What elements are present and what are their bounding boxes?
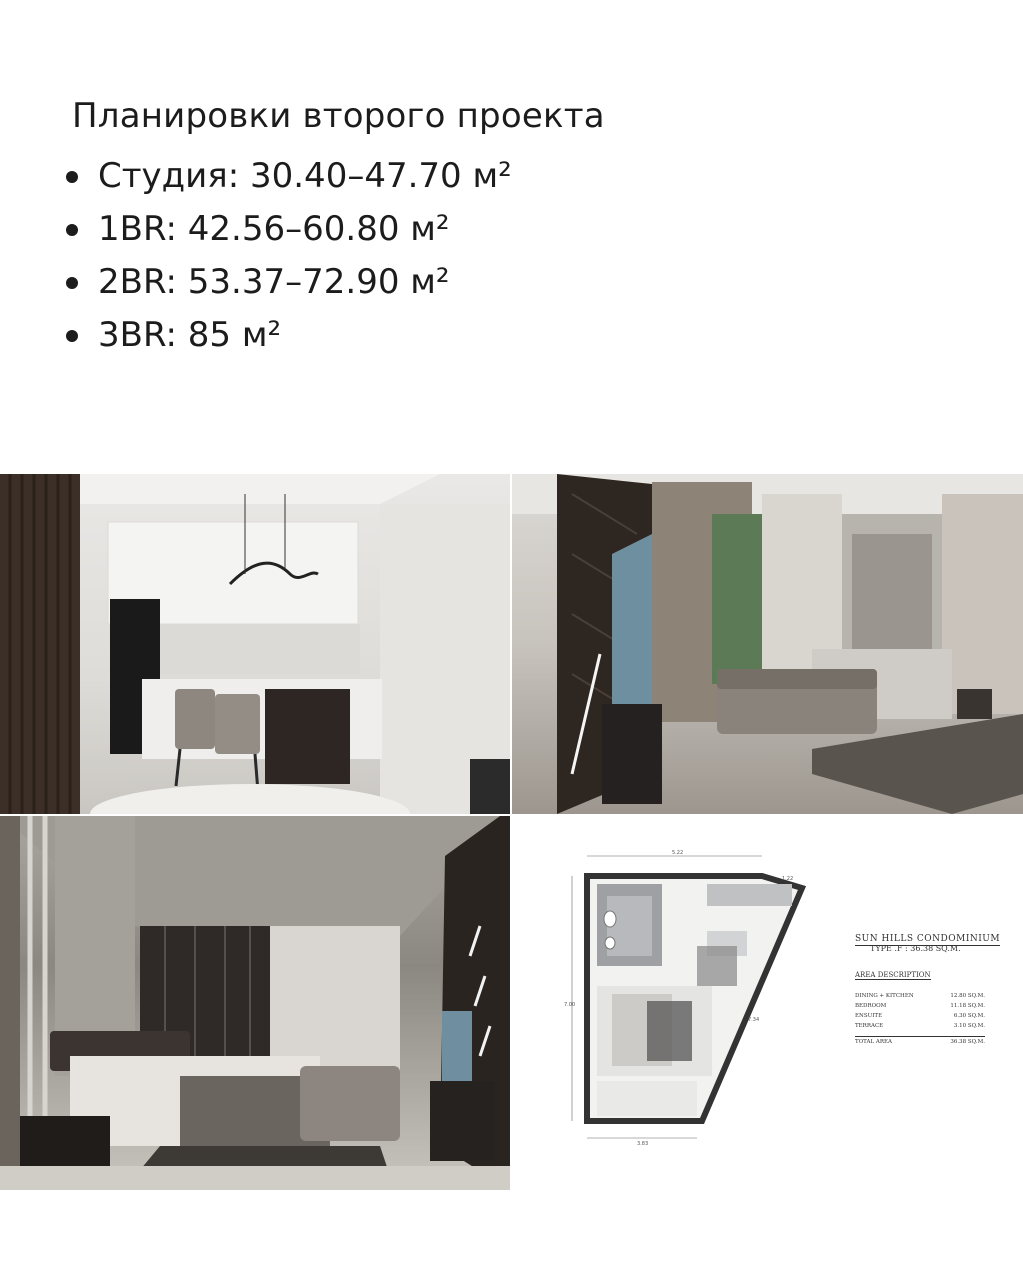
bullet-icon bbox=[66, 171, 78, 183]
list-item: 2BR: 53.37–72.90 м² bbox=[66, 256, 512, 309]
dim-top-label: 5.22 bbox=[672, 850, 684, 856]
list-item: Студия: 30.40–47.70 м² bbox=[66, 150, 512, 203]
area-row: BEDROOM 11.18 SQ.M. bbox=[855, 1003, 985, 1009]
dim-left-label: 7.00 bbox=[564, 1002, 576, 1008]
list-item: 3BR: 85 м² bbox=[66, 309, 512, 362]
bullet-icon bbox=[66, 224, 78, 236]
dim-diag-label: 7.34 bbox=[748, 1017, 760, 1023]
floorplan-type: TYPE .F : 36.38 SQ.M. bbox=[870, 944, 961, 953]
kitchen-render-image bbox=[0, 474, 510, 814]
dim-bottom-label: 3.83 bbox=[637, 1141, 649, 1147]
area-row: TERRACE 3.10 SQ.M. bbox=[855, 1023, 985, 1029]
list-item: 1BR: 42.56–60.80 м² bbox=[66, 203, 512, 256]
bedroom-wardrobe-render-image bbox=[0, 816, 510, 1190]
floorplan-title: SUN HILLS CONDOMINIUM bbox=[855, 934, 1001, 944]
page-title: Планировки второго проекта bbox=[72, 96, 605, 136]
area-total-row: TOTAL AREA 36.38 SQ.M. bbox=[855, 1036, 985, 1045]
bedroom-sofa-render-image bbox=[512, 474, 1023, 814]
layout-list bbox=[66, 150, 512, 362]
bullet-icon bbox=[66, 330, 78, 342]
area-row: ENSUITE 6.30 SQ.M. bbox=[855, 1013, 985, 1019]
dim-corner-label: 1.22 bbox=[782, 876, 794, 882]
area-description-heading: AREA DESCRIPTION bbox=[855, 971, 931, 979]
bullet-icon bbox=[66, 277, 78, 289]
area-row: DINING + KITCHEN 12.80 SQ.M. bbox=[855, 993, 985, 999]
